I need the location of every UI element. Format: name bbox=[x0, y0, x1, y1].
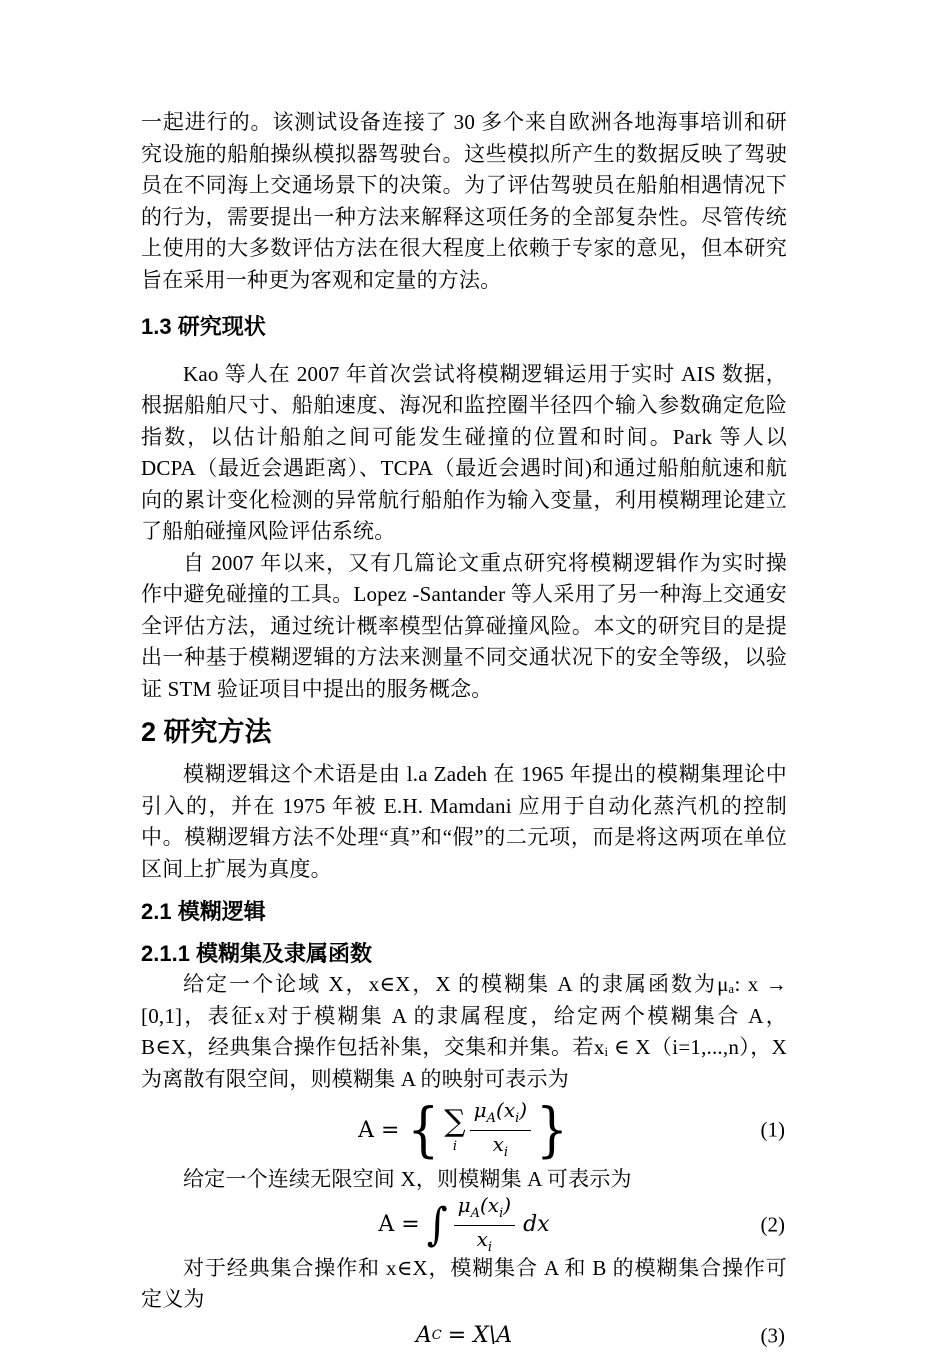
equation-2 bbox=[141, 1192, 787, 1255]
section-2-1-1-paragraph-2: 给定一个连续无限空间 X，则模糊集 A 可表示为 bbox=[183, 1167, 632, 1191]
equation-1-lhs: A = bbox=[358, 1117, 400, 1143]
equation-3 bbox=[141, 1319, 787, 1353]
section-2-1-1-paragraph-1: 给定一个论域 X，x∈X，X 的模糊集 A 的隶属函数为μₐ: x → [0,1]，表征x对于模糊集 A 的隶属程度，给定两个模糊集合 A，B∈X，经典集合操作包括补集，交集和并集。若xᵢ ∈ X（i=1,...,n），X 为离散有限空间，则模糊集 A 的映射可表示为 bbox=[141, 972, 787, 1091]
heading-section-2-1-1: 2.1.1 模糊集及隶属函数 bbox=[141, 940, 373, 966]
equation-2-dx: dx bbox=[523, 1212, 550, 1237]
equation-2-body bbox=[378, 1194, 549, 1256]
section-1-3-paragraph-1: Kao 等人在 2007 年首次尝试将模糊逻辑运用于实时 AIS 数据，根据船舶尺寸、船舶速度、海况和监控圈半径四个输入参数确定危险指数，以估计船舶之间可能发生碰撞的位置和时间。Park 等人以 DCPA（最近会遇距离）、TCPA（最近会遇时间)和通过船舶航速和航向的累计变化检测的异常航行船舶作为输入变量，利用模糊理论建立了船舶碰撞风险评估系统。 bbox=[141, 361, 787, 543]
equation-2-number: (2) bbox=[760, 1212, 785, 1236]
section-2-1-1-paragraph-3: 对于经典集合操作和 x∈X，模糊集合 A 和 B 的模糊集合操作可定义为 bbox=[141, 1255, 787, 1311]
equation-3-body bbox=[416, 1323, 512, 1348]
intro-paragraph: 一起进行的。该测试设备连接了 30 多个来自欧洲各地海事培训和研究设施的船舶操纵模拟器驾驶台。这些模拟所产生的数据反映了驾驶员在不同海上交通场景下的决策。为了评估驾驶员在船舶相遇情况下的行为，需要提出一种方法来解释这项任务的全部复杂性。尽管传统上使用的大多数评估方法在很大程度上依赖于专家的意见，但本研究旨在采用一种更为客观和定量的方法。 bbox=[141, 110, 787, 292]
equation-1-fraction: $\frac{\mu_A(x_i)}{x_i}$ bbox=[470, 1099, 531, 1161]
equation-3-base: A bbox=[415, 1323, 432, 1348]
right-brace-symbol: } bbox=[536, 1095, 568, 1165]
equation-2-fraction: $\frac{\mu_A(x_i)}{x_i}$ bbox=[454, 1194, 515, 1256]
equation-3-rhs: = X\A bbox=[447, 1323, 513, 1348]
integral-symbol: ∫ bbox=[426, 1198, 448, 1251]
equation-1 bbox=[141, 1096, 787, 1164]
summation-symbol: ∑ i bbox=[444, 1104, 466, 1154]
heading-section-2: 2 研究方法 bbox=[141, 717, 272, 747]
heading-section-1-3: 1.3 研究现状 bbox=[141, 314, 266, 339]
left-brace-symbol: { bbox=[407, 1095, 440, 1165]
equation-1-body bbox=[358, 1095, 570, 1165]
section-1-3-paragraph-2: 自 2007 年以来，又有几篇论文重点研究将模糊逻辑作为实时操作中避免碰撞的工具。Lopez -Santander 等人采用了另一种海上交通安全评估方法，通过统计概率模型估算碰撞风险。本文的研究目的是提出一种基于模糊逻辑的方法来测量不同交通状况下的安全等级，以验证 STM 验证项目中提出的服务概念。 bbox=[141, 550, 787, 701]
page-content bbox=[141, 0, 787, 1353]
equation-2-lhs: A = bbox=[378, 1212, 420, 1237]
equation-1-number: (1) bbox=[760, 1117, 785, 1142]
equation-3-number: (3) bbox=[760, 1323, 785, 1347]
equation-3-superscript: C bbox=[431, 1328, 442, 1343]
section-2-paragraph: 模糊逻辑这个术语是由 l.a Zadeh 在 1965 年提出的模糊集理论中引入的，并在 1975 年被 E.H. Mamdani 应用于自动化蒸汽机的控制中。模糊逻辑方法不处理“真”和“假”的二元项，而是将这两项在单位区间上扩展为真度。 bbox=[141, 762, 787, 881]
heading-section-2-1: 2.1 模糊逻辑 bbox=[141, 899, 266, 924]
